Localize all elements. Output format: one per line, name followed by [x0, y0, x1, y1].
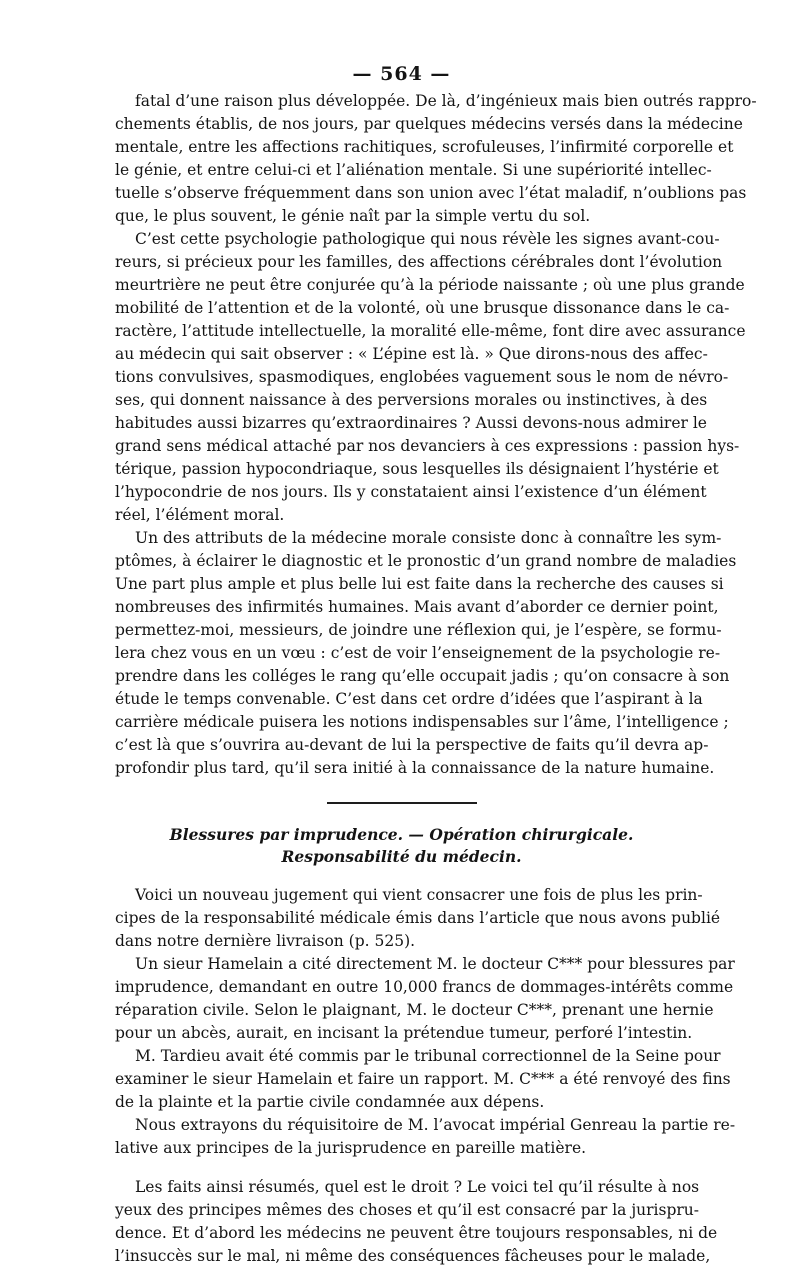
section-divider — [327, 802, 477, 804]
text-line: mentale, entre les affections rachitiques, scrofuleuses, l’infirmité corporelle et — [115, 138, 734, 156]
paragraph — [115, 1114, 736, 1160]
body-section-1 — [115, 90, 757, 780]
text-line: carrière médicale puisera les notions indispensables sur l’âme, l’intelligence ; — [115, 713, 729, 731]
text-line: mobilité de l’attention et de la volonté, où une brusque dissonance dans le ca- — [115, 299, 730, 317]
body-section-2 — [115, 884, 736, 1160]
text-line: lera chez vous en un vœu : c’est de voir l’enseignement de la psychologie re- — [115, 644, 721, 662]
text-line: chements établis, de nos jours, par quelques médecins versés dans la médecine — [115, 115, 743, 133]
paragraph — [115, 527, 737, 780]
text-line: étude le temps convenable. C’est dans cet ordre d’idées que l’aspirant à la — [115, 690, 703, 708]
text-line: l’insuccès sur le mal, ni même des conséquences fâcheuses pour le malade, — [115, 1247, 711, 1265]
paragraph — [115, 1176, 718, 1268]
text-line: fatal d’une raison plus développée. De là, d’ingénieux mais bien outrés rappro- — [135, 92, 757, 110]
text-line: pour un abcès, aurait, en incisant la prétendue tumeur, perforé l’intestin. — [115, 1024, 693, 1042]
page-number: — 564 — — [352, 63, 451, 85]
text-line: prendre dans les colléges le rang qu’elle occupait jadis ; qu’on consacre à son — [115, 667, 730, 685]
text-line: le génie, et entre celui-ci et l’aliénation mentale. Si une supériorité intellec- — [115, 161, 712, 179]
text-line: ractère, l’attitude intellectuelle, la moralité elle-même, font dire avec assurance — [115, 322, 746, 340]
paragraph — [115, 228, 746, 527]
paragraph — [115, 953, 735, 1045]
article-heading — [115, 824, 688, 868]
text-line: tions convulsives, spasmodiques, englobées vaguement sous le nom de névro- — [115, 368, 729, 386]
text-line: ptômes, à éclairer le diagnostic et le pronostic d’un grand nombre de maladies — [115, 552, 737, 570]
text-line: térique, passion hypocondriaque, sous lesquelles ils désignaient l’hystérie et — [115, 460, 719, 478]
text-line: reurs, si précieux pour les familles, des affections cérébrales dont l’évolution — [115, 253, 723, 271]
text-line: lative aux principes de la jurisprudence en pareille matière. — [115, 1139, 587, 1157]
text-line: M. Tardieu avait été commis par le tribunal correctionnel de la Seine pour — [135, 1047, 721, 1065]
text-line: réel, l’élément moral. — [115, 506, 285, 524]
text-line: C’est cette psychologie pathologique qui nous révèle les signes avant-cou- — [135, 230, 720, 248]
heading-line-2: Responsabilité du médecin. — [281, 847, 522, 866]
text-line: Un sieur Hamelain a cité directement M. le docteur C*** pour blessures par — [135, 955, 735, 973]
body-section-3 — [115, 1176, 718, 1268]
text-line: cipes de la responsabilité médicale émis dans l’article que nous avons publié — [115, 909, 721, 927]
heading-line-1: Blessures par imprudence. — Opération chirurgicale. — [169, 825, 634, 844]
text-line: dans notre dernière livraison (p. 525). — [115, 932, 416, 950]
text-line: c’est là que s’ouvrira au-devant de lui la perspective de faits qu’il devra ap- — [115, 736, 709, 754]
paragraph — [115, 1045, 731, 1114]
text-line: Les faits ainsi résumés, quel est le droit ? Le voici tel qu’il résulte à nos — [135, 1178, 700, 1196]
text-line: yeux des principes mêmes des choses et qu’il est consacré par la jurispru- — [115, 1201, 699, 1219]
text-line: nombreuses des infirmités humaines. Mais avant d’aborder ce dernier point, — [115, 598, 719, 616]
paragraph — [115, 884, 721, 953]
text-line: Voici un nouveau jugement qui vient consacrer une fois de plus les prin- — [135, 886, 703, 904]
text-line: habitudes aussi bizarres qu’extraordinaires ? Aussi devons-nous admirer le — [115, 414, 707, 432]
text-line: Une part plus ample et plus belle lui est faite dans la recherche des causes si — [115, 575, 724, 593]
text-line: meurtrière ne peut être conjurée qu’à la période naissante ; où une plus grande — [115, 276, 745, 294]
text-line: profondir plus tard, qu’il sera initié à la connaissance de la nature humaine. — [115, 759, 715, 777]
text-line: l’hypocondrie de nos jours. Ils y constataient ainsi l’existence d’un élément — [115, 483, 707, 501]
text-line: Un des attributs de la médecine morale consiste donc à connaître les sym- — [135, 529, 722, 547]
text-line: que, le plus souvent, le génie naît par la simple vertu du sol. — [115, 207, 591, 225]
paragraph — [115, 90, 757, 228]
text-line: Nous extrayons du réquisitoire de M. l’avocat impérial Genreau la partie re- — [135, 1116, 736, 1134]
text-line: imprudence, demandant en outre 10,000 francs de dommages-intérêts comme — [115, 978, 734, 996]
text-line: ses, qui donnent naissance à des perversions morales ou instinctives, à des — [115, 391, 708, 409]
text-line: permettez-moi, messieurs, de joindre une réflexion qui, je l’espère, se formu- — [115, 621, 722, 639]
text-line: dence. Et d’abord les médecins ne peuvent être toujours responsables, ni de — [115, 1224, 718, 1242]
text-line: examiner le sieur Hamelain et faire un rapport. M. C*** a été renvoyé des fins — [115, 1070, 731, 1088]
text-line: tuelle s’observe fréquemment dans son union avec l’état maladif, n’oublions pas — [115, 184, 747, 202]
text-line: réparation civile. Selon le plaignant, M. le docteur C***, prenant une hernie — [115, 1001, 714, 1019]
text-line: grand sens médical attaché par nos devanciers à ces expressions : passion hys- — [115, 437, 740, 455]
text-line: au médecin qui sait observer : « L’épine est là. » Que dirons-nous des affec- — [115, 345, 708, 363]
text-line: de la plainte et la partie civile condamnée aux dépens. — [115, 1093, 545, 1111]
